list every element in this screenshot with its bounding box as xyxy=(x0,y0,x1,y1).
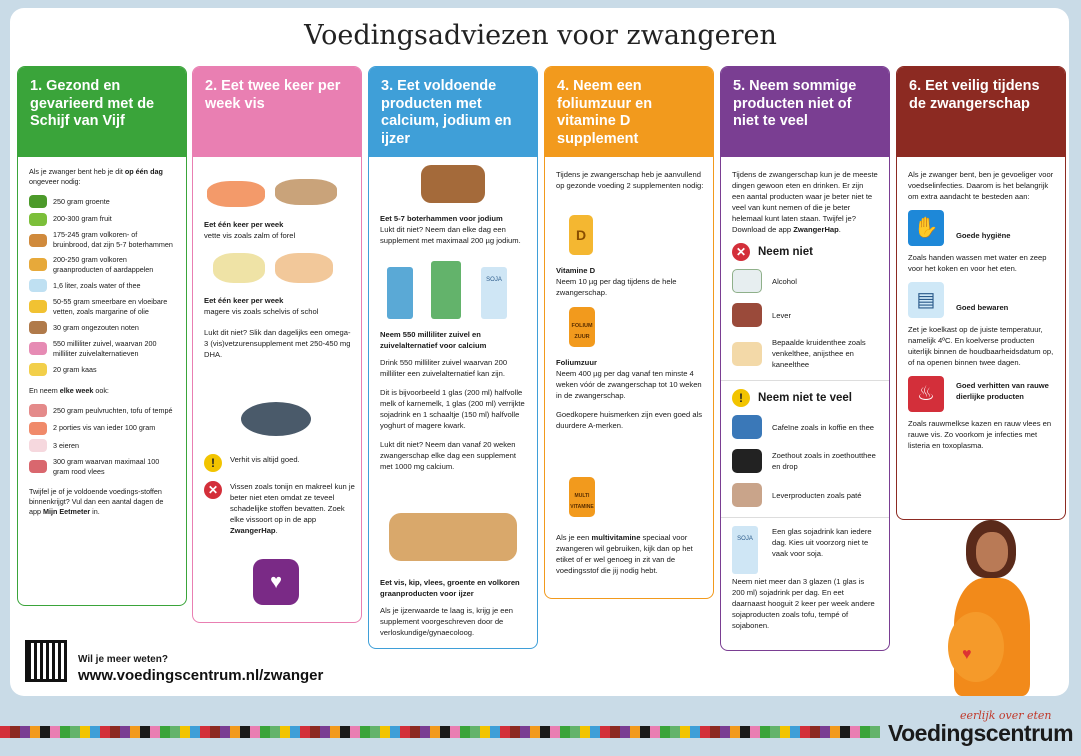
column-4 xyxy=(544,66,714,599)
list-item: Bepaalde kruidenthee zoals venkelthee, anijsthee en kaneelthee xyxy=(732,337,878,370)
list-item: 175-245 gram volkoren- of bruinbrood, dat zijn 5-7 boterhammen xyxy=(29,230,175,250)
list-item: 1,6 liter, zoals water of thee xyxy=(29,279,175,292)
cross-icon: ✕ xyxy=(732,243,750,261)
list-item: Cafeïne zoals in koffie en thee xyxy=(732,415,878,439)
list-item: 550 milliliter zuivel, waarvan 200 milliliter zuivelalternatieven xyxy=(29,339,175,359)
herbal-tea-icon xyxy=(732,342,762,366)
daily-intro: Als je zwanger bent heb je dit op één dag ongeveer nodig: xyxy=(29,167,163,186)
exclamation-icon: ! xyxy=(204,454,222,472)
fish-icon xyxy=(29,422,47,435)
list-item: 300 gram waarvan maximaal 100 gram rood vlees xyxy=(29,457,175,477)
website-link[interactable]: www.voedingscentrum.nl/zwanger xyxy=(78,667,324,684)
oil-bottle-icon xyxy=(29,300,47,313)
coffee-icon xyxy=(732,415,762,439)
supplements-intro: Tijdens je zwangerschap heb je aanvullend op gezonde voeding 2 supplementen nodig: xyxy=(556,170,704,190)
column-6-body xyxy=(897,157,1065,461)
fridge-icon: ▤ xyxy=(908,282,944,318)
tip-hygiene: ✋ Goede hygiëne xyxy=(908,210,1054,246)
fat-fish-text: Eet één keer per week vette vis zoals zalm of forel xyxy=(204,220,296,240)
cheese-icon xyxy=(29,363,47,376)
handwash-icon: ✋ xyxy=(908,210,944,246)
column-5 xyxy=(720,66,890,651)
list-item: 200-300 gram fruit xyxy=(29,213,175,226)
list-item: 200-250 gram volkoren graanproducten of aardappelen xyxy=(29,255,175,275)
tip-hygiene-text: Zoals handen wassen met water en zeep voor het koken en voor het eten. xyxy=(908,253,1047,273)
daily-list xyxy=(29,195,175,376)
list-item: 20 gram kaas xyxy=(29,363,175,376)
soy-advice: SOJA Een glas sojadrink kan iedere dag. Kies uit voorzorg niet te vaak voor soja. xyxy=(732,526,878,574)
pate-icon xyxy=(732,483,762,507)
soy-carton-image: SOJA xyxy=(481,267,507,319)
warning-tuna: ✕ Vissen zoals tonijn en makreel kun je beter niet eten omdat ze teveel schadelijke stoffen bevatten. Zoek elke vissoort op in de app ZwangerHap. xyxy=(204,481,356,536)
trout-image xyxy=(275,179,337,205)
column-3-body xyxy=(369,157,537,647)
lean-fish-text: Eet één keer per week magere vis zoals schelvis of schol xyxy=(204,296,319,316)
bread-loaf-image xyxy=(421,165,485,203)
column-1-header: 1. Gezond en gevarieerd met de Schijf van Vijf xyxy=(18,67,186,157)
folic-acid-text: Foliumzuur Neem 400 µg per dag vanaf ten minste 4 weken vóór de zwangerschap tot 10 weken in de zwangerschap. Goedkopere huismerken zijn even goed als duurdere A-merken. xyxy=(556,358,703,430)
column-4-body xyxy=(545,157,713,597)
liver-icon xyxy=(732,303,762,327)
calcium-text: Neem 550 milliliter zuivel en zuivelalternatief voor calcium Drink 550 milliliter zuivel waarvan 200 milliliter een zuivelalternatief kan zijn. Dit is bijvoorbeeld 1 glas (200 ml) halfvolle melk of karnemelk, 1 glas (200 ml) verrijkte sojadrink en 1 schaaltje (150 ml) halfvolle yoghurt of magere kwark. Lukt dit niet? Neem dan vanaf 20 weken zwangerschap elke dag een supplement met 1000 mg calcium. xyxy=(380,330,525,471)
list-item: Lever xyxy=(732,303,878,327)
tip-storage: ▤ Goed bewaren xyxy=(908,282,1054,318)
column-2 xyxy=(192,66,362,623)
buttermilk-carton-image xyxy=(431,261,461,319)
tip-storage-text: Zet je koelkast op de juiste temperatuur, namelijk 4ºC. En koelverse producten uiterlijk binnen de houdbaarheidsdatum op, of na openen binnen twee dagen. xyxy=(908,325,1054,367)
list-item: Zoethout zoals in zoethoutthee en drop xyxy=(732,449,878,473)
column-1 xyxy=(17,66,187,606)
milk-carton-image xyxy=(387,267,413,319)
column-4-header: 4. Neem een foliumzuur en vitamine D supplement xyxy=(545,67,713,157)
omega3-text: Lukt dit niet? Slik dan dagelijks een omega-3 (vis)vetzurensupplement met 250-450 mg DHA. xyxy=(204,328,351,359)
meat-icon xyxy=(29,460,47,473)
tip-heating-text: Zoals rauwmelkse kazen en rauw vlees en rauwe vis. Zo voorkom je infecties met listeria en toxoplasma. xyxy=(908,419,1052,450)
plaice-image xyxy=(275,253,333,283)
weekly-intro: En neem elke week ook: xyxy=(29,386,109,395)
tip-heating: ♨ Goed verhitten van rauwe dierlijke producten xyxy=(908,376,1054,412)
iodine-text: Eet 5-7 boterhammen voor jodium Lukt dit niet? Neem dan elke dag een supplement met maximaal 200 µg jodium. xyxy=(380,214,521,245)
list-item: 250 gram groente xyxy=(29,195,175,208)
vitamin-d-bottle-icon: D xyxy=(569,215,593,255)
brand-logo: Voedingscentrum xyxy=(888,720,1074,746)
column-3 xyxy=(368,66,538,649)
soy-limit-text: Neem niet meer dan 3 glazen (1 glas is 200 ml) sojadrink per dag. En eet daarnaast hooguit 2 keer per week andere sojaproducten zoals tofu, tempé of sojabonen. xyxy=(732,577,875,630)
limit-heading: ! Neem niet te veel xyxy=(732,389,878,407)
list-item: Alcohol xyxy=(732,269,878,293)
warning-heat-fish: ! Verhit vis altijd goed. xyxy=(204,454,356,472)
folic-acid-bottle-icon: FOLIUM ZUUR xyxy=(569,307,595,347)
safety-intro: Als je zwanger bent, ben je gevoeliger voor voedselinfecties. Daarom is het belangrijk om extra aandacht te besteden aan: xyxy=(908,170,1054,201)
iron-text: Eet vis, kip, vlees, groente en volkoren graanproducten voor ijzer Als je ijzerwaarde te laag is, krijg je een supplement voorgeschreven door de verloskundige/gynaecoloog. xyxy=(380,578,520,637)
color-stripe xyxy=(0,726,880,738)
nuts-icon xyxy=(29,321,47,334)
more-info-label: Wil je meer weten? xyxy=(78,654,168,665)
exclamation-icon: ! xyxy=(732,389,750,407)
frying-pan-image xyxy=(241,402,311,436)
dairy-icon xyxy=(29,342,47,355)
list-item: Leverproducten zoals paté xyxy=(732,483,878,507)
vitamin-d-text: Vitamine D Neem 10 µg per dag tijdens de hele zwangerschap. xyxy=(556,266,677,297)
multivitamin-bottle-icon: MULTI VITAMINE xyxy=(569,477,595,517)
soy-carton-icon: SOJA xyxy=(732,526,758,574)
pregnant-woman-illustration: ♥ xyxy=(940,520,1060,696)
list-item: 30 gram ongezouten noten xyxy=(29,321,175,334)
licorice-icon xyxy=(732,449,762,473)
column-2-body xyxy=(193,157,361,622)
column-2-header: 2. Eet twee keer per week vis xyxy=(193,67,361,157)
fruit-icon xyxy=(29,213,47,226)
list-item: 250 gram peulvruchten, tofu of tempé xyxy=(29,404,175,417)
brand-tagline: eerlijk over eten xyxy=(960,709,1052,722)
column-6-header: 6. Eet veilig tijdens de zwangerschap xyxy=(897,67,1065,157)
zwangerhap-app-icon[interactable]: ♥ xyxy=(253,559,299,605)
cross-icon: ✕ xyxy=(204,481,222,499)
haddock-image xyxy=(213,253,265,283)
column-3-header: 3. Eet voldoende producten met calcium, jodium en ijzer xyxy=(369,67,537,157)
column-5-header: 5. Neem sommige producten niet of niet te veel xyxy=(721,67,889,157)
column-1-body xyxy=(18,157,186,527)
vegetables-icon xyxy=(29,195,47,208)
egg-icon xyxy=(29,439,47,452)
iron-foods-image xyxy=(389,513,517,561)
limit-intro: Tijdens de zwangerschap kun je de meeste dingen gewoon eten en drinken. Er zijn een aantal producten waar je beter niet te veel van kunt nemen of die je beter helemaal kunt laten staan. Twijfel je? Download de app ZwangerHap. xyxy=(732,170,878,234)
column-6 xyxy=(896,66,1066,520)
page-title: Voedingsadviezen voor zwangeren xyxy=(304,20,777,51)
wine-icon xyxy=(732,269,762,293)
bread-icon xyxy=(29,234,47,247)
qr-code[interactable] xyxy=(25,640,67,682)
list-item: 2 porties vis van ieder 100 gram xyxy=(29,422,175,435)
list-item: 3 eieren xyxy=(29,439,175,452)
legumes-icon xyxy=(29,404,47,417)
weekly-list xyxy=(29,404,175,477)
water-glass-icon xyxy=(29,279,47,292)
list-item: 50-55 gram smeerbare en vloeibare vetten, zoals margarine of olie xyxy=(29,297,175,317)
multivitamin-text: Als je een multivitamine speciaal voor zwangeren wil gebruiken, kijk dan op het etiket of er wel genoeg in zit van de voedingsstof die jij nodig hebt. xyxy=(556,533,693,575)
avoid-heading: ✕ Neem niet xyxy=(732,243,878,261)
column-5-body xyxy=(721,157,889,641)
eetmeter-note: Twijfel je of je voldoende voedings-stoffen binnenkrijgt? Vul dan een aantal dagen de app Mijn Eetmeter in. xyxy=(29,486,164,516)
salmon-image xyxy=(207,181,265,207)
cooking-pot-icon: ♨ xyxy=(908,376,944,412)
grains-icon xyxy=(29,258,47,271)
